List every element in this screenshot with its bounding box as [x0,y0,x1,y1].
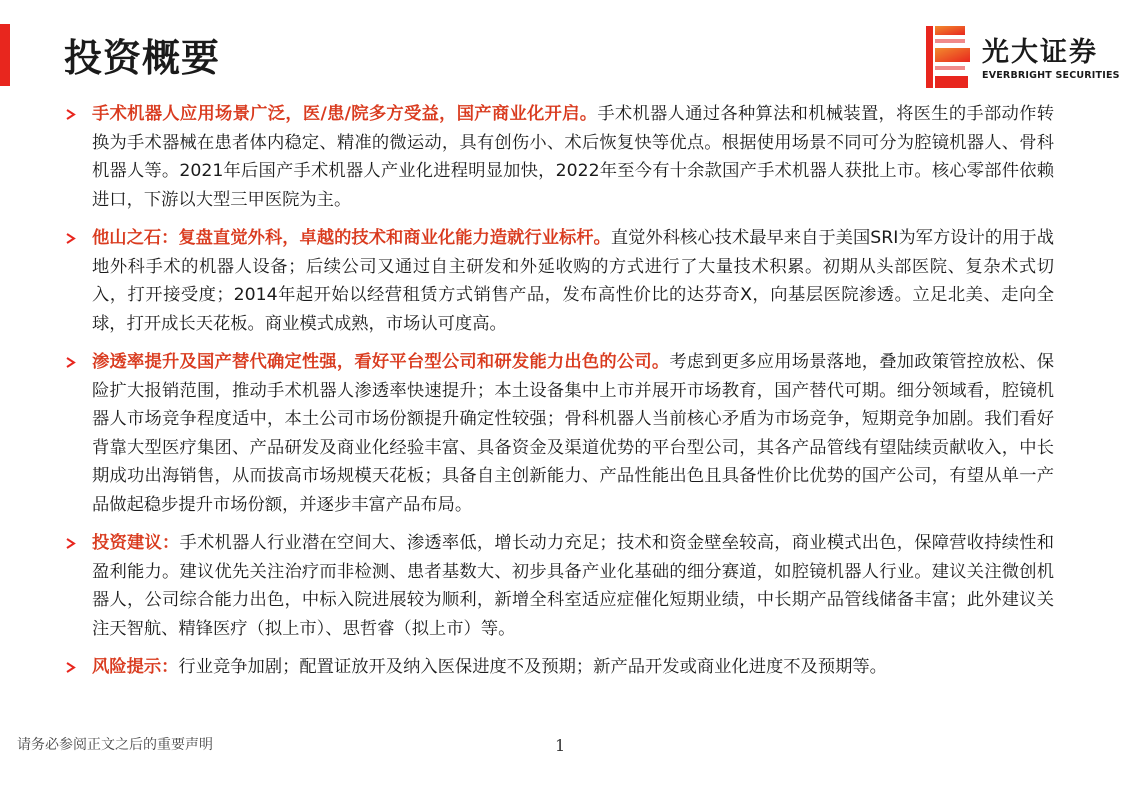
disclaimer-note: 请务必参阅正文之后的重要声明 [17,737,213,753]
everbright-logo-icon [926,26,970,88]
summary-content [64,100,1054,692]
summary-bullet [64,529,1054,643]
title-accent-bar [0,24,10,86]
bullet-body: 手术机器人行业潜在空间大、渗透率低，增长动力充足；技术和资金壁垒较高，商业模式出色，保障营收持续性和盈利能力。建议优先关注治疗而非检测、患者基数大、初步具备产业化基础的细分赛道，如腔镜机器人行业。建议关注微创机器人，公司综合能力出色，中标入院进展较为顺利，新增全科室适应症催化短期业绩，中长期产品管线储备丰富；此外建议关注天智航、精锋医疗（拟上市）、思哲睿（拟上市）等。 [92,533,1054,639]
summary-bullet [64,100,1054,214]
bullet-lead: 他山之石：复盘直觉外科，卓越的技术和商业化能力造就行业标杆。 [92,228,611,248]
logo-english-name: EVERBRIGHT SECURITIES [982,70,1120,81]
summary-bullet [64,653,1054,682]
brand-logo [926,26,1120,90]
bullet-lead: 投资建议： [92,533,180,553]
bullet-lead: 手术机器人应用场景广泛，医/患/院多方受益，国产商业化开启。 [92,104,598,124]
chevron-right-icon [65,233,76,244]
summary-bullet [64,224,1054,338]
bullet-body: 直觉外科核心技术最早来自于美国SRI为军方设计的用于战地外科手术的机器人设备；后续公司又通过自主研发和外延收购的方式进行了大量技术积累。初期从头部医院、复杂术式切入，打开接受度；2014年起开始以经营租赁方式销售产品，发布高性价比的达芬奇X，向基层医院渗透。立足北美、走向全球，打开成长天花板。商业模式成熟，市场认可度高。 [92,228,1054,334]
chevron-right-icon [65,109,76,120]
bullet-body: 考虑到更多应用场景落地，叠加政策管控放松、保险扩大报销范围，推动手术机器人渗透率快速提升；本土设备集中上市并展开市场教育，国产替代可期。细分领域看，腔镜机器人市场竞争程度适中，本土公司市场份额提升确定性较强；骨科机器人当前核心矛盾为市场竞争，短期竞争加剧。我们看好背靠大型医疗集团、产品研发及商业化经验丰富、具备资金及渠道优势的平台型公司，其各产品管线有望陆续贡献收入，中长期成功出海销售，从而拔高市场规模天花板；具备自主创新能力、产品性能出色且具备性价比优势的国产公司，有望从单一产品做起稳步提升市场份额，并逐步丰富产品布局。 [92,352,1054,515]
chevron-right-icon [65,538,76,549]
summary-bullet [64,348,1054,519]
bullet-body: 手术机器人通过各种算法和机械装置，将医生的手部动作转换为手术器械在患者体内稳定、精准的微运动，具有创伤小、术后恢复快等优点。根据使用场景不同可分为腔镜机器人、骨科机器人等。2021年后国产手术机器人产业化进程明显加快，2022年至今有十余款国产手术机器人获批上市。核心零部件依赖进口，下游以大型三甲医院为主。 [92,104,1054,210]
bullet-body: 行业竞争加剧；配置证放开及纳入医保进度不及预期；新产品开发或商业化进度不及预期等。 [178,657,887,677]
chevron-right-icon [65,357,76,368]
bullet-lead: 风险提示： [92,657,179,677]
logo-chinese-name: 光大证券 [982,37,1098,68]
page-number: 1 [555,736,566,755]
chevron-right-icon [65,662,76,673]
page-title: 投资概要 [64,36,221,80]
bullet-lead: 渗透率提升及国产替代确定性强，看好平台型公司和研发能力出色的公司。 [92,352,670,372]
